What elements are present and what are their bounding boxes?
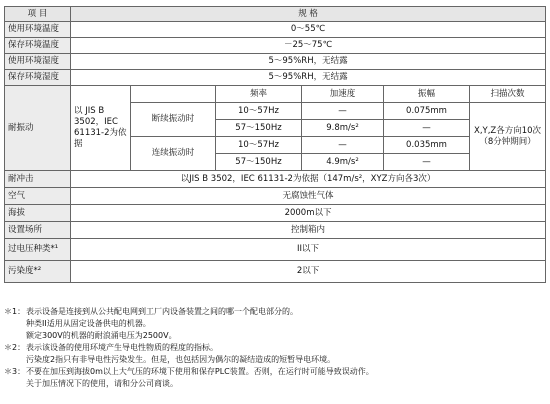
op-humid-label: 使用环境湿度 — [5, 54, 71, 70]
header-item: 项 目 — [5, 7, 71, 22]
vibration-col-amp: 振幅 — [384, 86, 470, 103]
overvoltage-value: II以下 — [71, 239, 546, 261]
footnote-3-line-2: 关于加压情况下的使用，请和分公司商谈。 — [26, 379, 178, 388]
store-humid-label: 保存环境湿度 — [5, 70, 71, 86]
store-temp-value: －25～75℃ — [71, 38, 546, 54]
vib-i2-freq: 57～150Hz — [216, 120, 302, 137]
footnote-2-mark: ＊2： — [4, 343, 26, 352]
overvoltage-label: 过电压种类*¹ — [5, 239, 71, 261]
pollution-label: 污染度*² — [5, 261, 71, 283]
op-temp-label: 使用环境温度 — [5, 22, 71, 38]
vib-c1-amp: 0.035mm — [384, 137, 470, 154]
shock-value: 以JIS B 3502，IEC 61131-2为依据（147m/s²，XYZ方向各3次） — [71, 171, 546, 188]
footnote-2-line-2: 污染度2指只有非导电性污染发生。但是，也包括因为偶尔的凝结造成的短暂导电环境。 — [26, 355, 336, 364]
vibration-col-scans: 扫描次数 — [470, 86, 546, 103]
footnote-1-mark: ＊1： — [4, 307, 26, 316]
shock-label: 耐冲击 — [5, 171, 71, 188]
vib-c2-accel: 4.9m/s² — [302, 154, 384, 171]
vib-c1-freq: 10～57Hz — [216, 137, 302, 154]
vib-c2-freq: 57～150Hz — [216, 154, 302, 171]
location-label: 设置场所 — [5, 222, 71, 239]
footnote-3-text: 不要在加压到海拔0m以上大气压的环境下使用和保存PLC装置。否则，在运行时可能导致误动作。 — [26, 367, 374, 376]
vib-c1-accel: — — [302, 137, 384, 154]
vibration-blank — [131, 86, 216, 103]
footnote-2-text: 表示该设备的使用环境产生导电性物质的程度的指标。 — [26, 343, 218, 352]
op-temp-value: 0～55℃ — [71, 22, 546, 38]
store-humid-value: 5～95%RH，无结露 — [71, 70, 546, 86]
vib-i2-accel: 9.8m/s² — [302, 120, 384, 137]
op-humid-value: 5～95%RH，无结露 — [71, 54, 546, 70]
pollution-value: 2以下 — [71, 261, 546, 283]
vibration-standard: 以 JIS B 3502，IEC 61131-2为依据 — [71, 86, 131, 171]
header-spec: 规 格 — [71, 7, 546, 22]
vib-i2-amp: — — [384, 120, 470, 137]
footnote-2 — [4, 342, 545, 354]
vib-i1-freq: 10～57Hz — [216, 103, 302, 120]
altitude-value: 2000m以下 — [71, 205, 546, 222]
vibration-intermittent: 断续振动时 — [131, 103, 216, 137]
footnote-1-line-2: 种类II适用从固定设备供电的机器。 — [26, 319, 151, 328]
store-temp-label: 保存环境温度 — [5, 38, 71, 54]
footnote-1-line-3: 额定300V的机器的耐浪涌电压为2500V。 — [26, 331, 177, 340]
vib-c2-amp: — — [384, 154, 470, 171]
altitude-label: 海拔 — [5, 205, 71, 222]
footnote-1 — [4, 306, 545, 318]
footnote-3 — [4, 366, 545, 378]
vib-i1-accel: — — [302, 103, 384, 120]
air-label: 空气 — [5, 188, 71, 205]
vibration-col-accel: 加速度 — [302, 86, 384, 103]
footnote-3-mark: ＊3： — [4, 367, 26, 376]
vibration-scans: X,Y,Z各方向10次（8分钟期间） — [470, 103, 546, 171]
vibration-continuous: 连续振动时 — [131, 137, 216, 171]
footnotes — [4, 306, 545, 390]
footnote-1-text: 表示设备是连接到从公共配电网到工厂内设备装置之间的哪一个配电部分的。 — [26, 307, 298, 316]
air-value: 无腐蚀性气体 — [71, 188, 546, 205]
vibration-col-freq: 频率 — [216, 86, 302, 103]
location-value: 控制箱内 — [71, 222, 546, 239]
spec-table — [4, 6, 546, 283]
vibration-label: 耐振动 — [5, 86, 71, 171]
vib-i1-amp: 0.075mm — [384, 103, 470, 120]
